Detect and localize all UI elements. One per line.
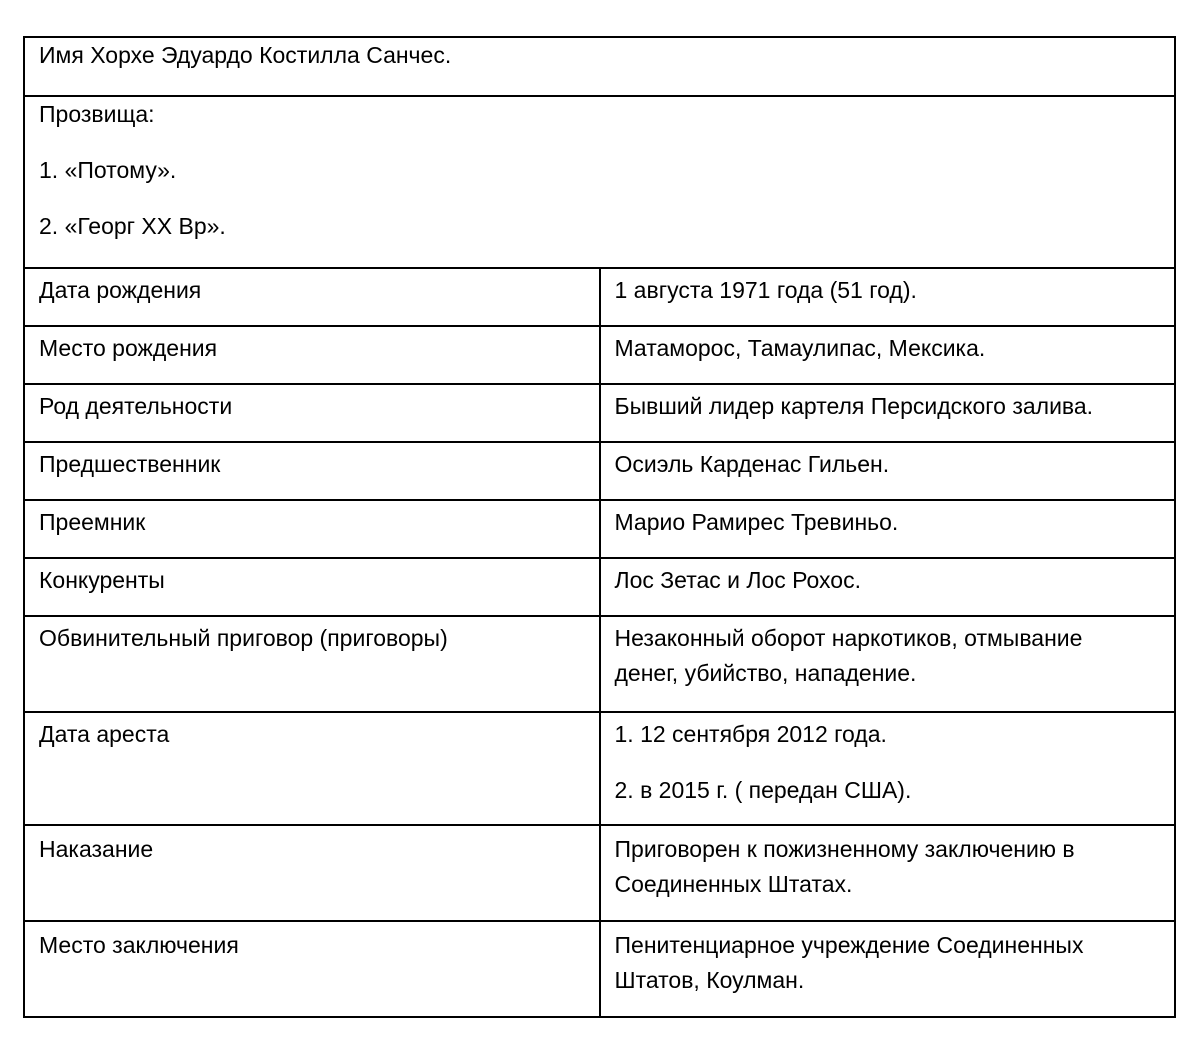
row-label: Род деятельности bbox=[39, 393, 233, 419]
row-value: 2. в 2015 г. ( передан США). bbox=[614, 777, 912, 803]
row-value: 1. 12 сентября 2012 года. bbox=[614, 721, 887, 747]
nicknames-row bbox=[24, 96, 1175, 268]
table-row-competitors bbox=[24, 558, 1175, 616]
row-label-cell bbox=[24, 500, 600, 558]
table-row-arrest-date bbox=[24, 712, 1175, 825]
row-value-cell bbox=[600, 921, 1176, 1017]
row-value-cell bbox=[600, 326, 1176, 384]
row-label: Место заключения bbox=[39, 932, 239, 958]
row-label: Наказание bbox=[39, 836, 154, 862]
table-row-occupation bbox=[24, 384, 1175, 442]
row-value-cell bbox=[600, 442, 1176, 500]
row-value: Лос Зетас и Лос Рохос. bbox=[614, 567, 861, 593]
row-label-cell bbox=[24, 326, 600, 384]
row-value: Соединенных Штатах. bbox=[614, 871, 853, 897]
table-row-birth-date bbox=[24, 268, 1175, 326]
row-value: Матаморос, Тамаулипас, Мексика. bbox=[614, 335, 986, 361]
full-name-text: Имя Хорхе Эдуардо Костилла Санчес. bbox=[39, 42, 452, 68]
row-value: Пенитенциарное учреждение Соединенных bbox=[614, 932, 1084, 958]
row-value: Незаконный оборот наркотиков, отмывание bbox=[614, 625, 1083, 651]
row-label-cell bbox=[24, 616, 600, 712]
nicknames-heading: Прозвища: bbox=[39, 101, 155, 127]
row-label: Дата рождения bbox=[39, 277, 202, 303]
row-label: Конкуренты bbox=[39, 567, 165, 593]
row-value-cell bbox=[600, 500, 1176, 558]
profile-table bbox=[23, 36, 1176, 1018]
row-value-cell bbox=[600, 712, 1176, 825]
row-value: Осиэль Карденас Гильен. bbox=[614, 451, 890, 477]
table-row-birth-place bbox=[24, 326, 1175, 384]
row-label-cell bbox=[24, 712, 600, 825]
row-label-cell bbox=[24, 921, 600, 1017]
row-label-cell bbox=[24, 268, 600, 326]
row-value-cell bbox=[600, 825, 1176, 921]
table-row-imprisonment-place bbox=[24, 921, 1175, 1017]
row-label-cell bbox=[24, 384, 600, 442]
name-cell bbox=[24, 37, 1175, 96]
name-row bbox=[24, 37, 1175, 96]
table-row-successor bbox=[24, 500, 1175, 558]
row-value-cell bbox=[600, 558, 1176, 616]
row-label: Обвинительный приговор (приговоры) bbox=[39, 625, 448, 651]
row-value: денег, убийство, нападение. bbox=[614, 660, 917, 686]
row-label: Преемник bbox=[39, 509, 146, 535]
row-value: Марио Рамирес Тревиньо. bbox=[614, 509, 899, 535]
row-label-cell bbox=[24, 825, 600, 921]
row-label: Предшественник bbox=[39, 451, 221, 477]
row-value-cell bbox=[600, 384, 1176, 442]
row-label-cell bbox=[24, 442, 600, 500]
nickname-item: 1. «Потому». bbox=[39, 157, 177, 183]
row-label-cell bbox=[24, 558, 600, 616]
table-row-conviction bbox=[24, 616, 1175, 712]
row-value: Штатов, Коулман. bbox=[614, 967, 805, 993]
row-value: Бывший лидер картеля Персидского залива. bbox=[614, 393, 1094, 419]
nicknames-cell bbox=[24, 96, 1175, 268]
nickname-item: 2. «Георг XX Вр». bbox=[39, 213, 226, 239]
row-value-cell bbox=[600, 616, 1176, 712]
row-value: Приговорен к пожизненному заключению в bbox=[614, 836, 1075, 862]
row-value-cell bbox=[600, 268, 1176, 326]
row-label: Место рождения bbox=[39, 335, 218, 361]
table-row-predecessor bbox=[24, 442, 1175, 500]
row-value: 1 августа 1971 года (51 год). bbox=[614, 277, 917, 303]
row-label: Дата ареста bbox=[39, 721, 170, 747]
table-row-punishment bbox=[24, 825, 1175, 921]
